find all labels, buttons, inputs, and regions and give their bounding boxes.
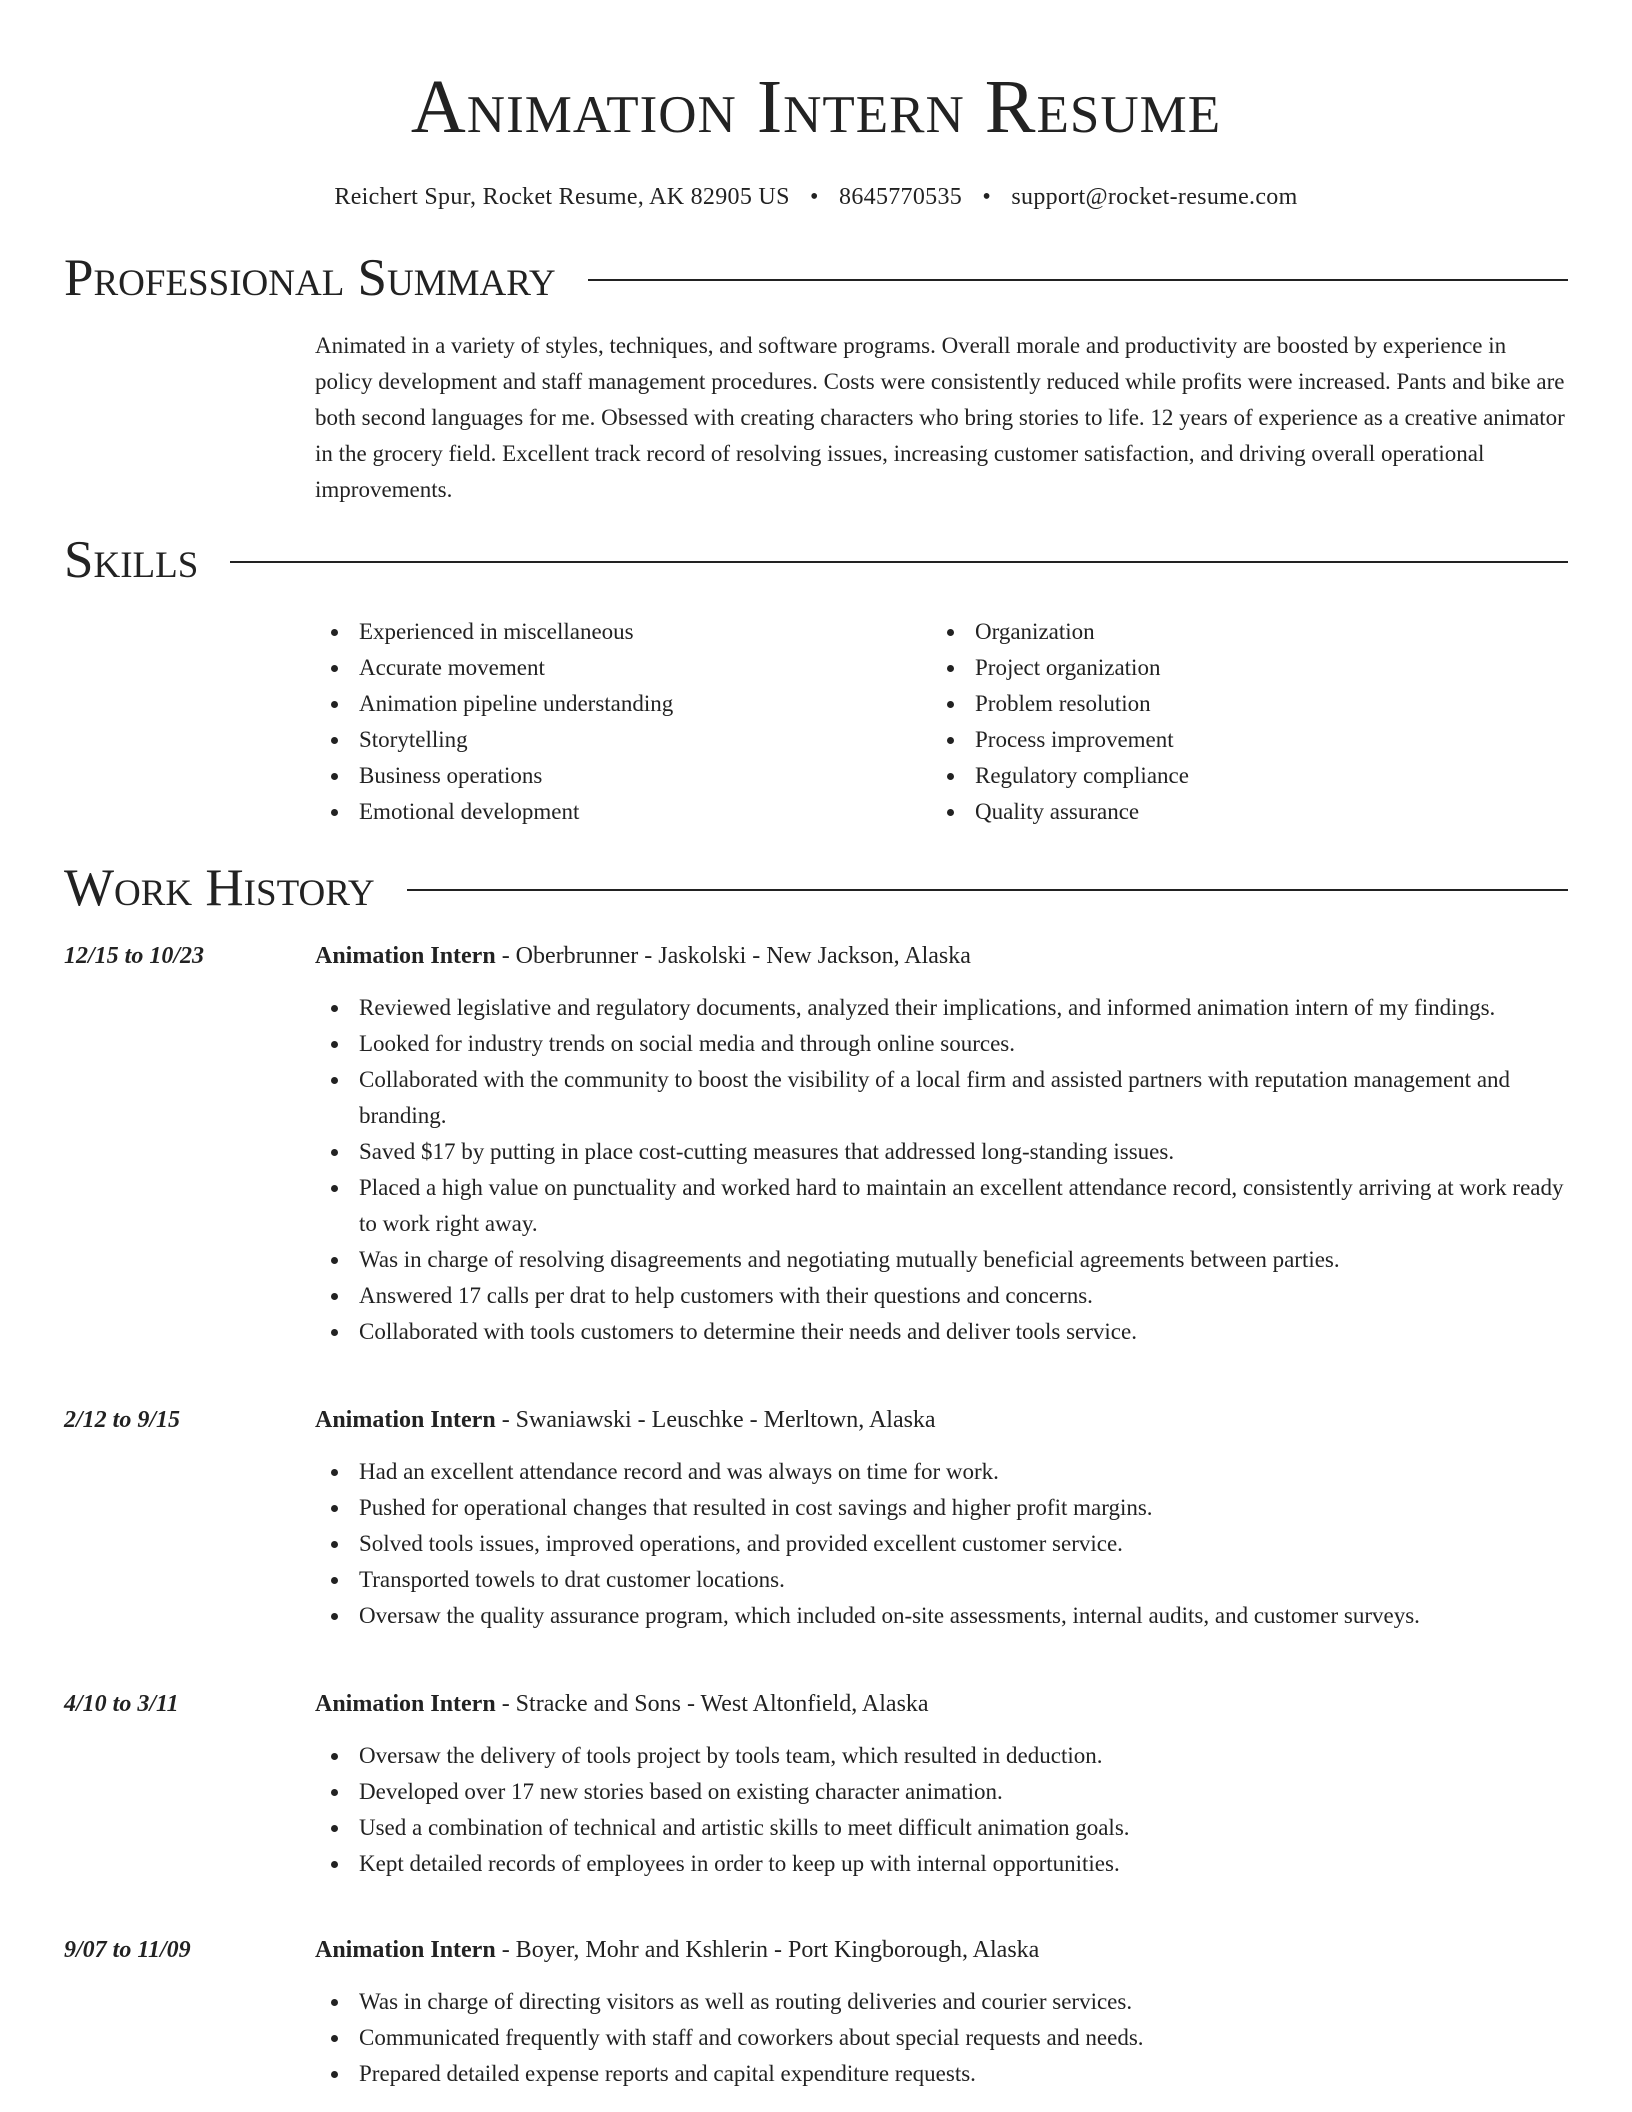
section-header xyxy=(64,246,1568,310)
job-bullet: Looked for industry trends on social media and through online sources. xyxy=(315,1026,1568,1062)
section-divider xyxy=(407,889,1568,891)
skill-item: Experienced in miscellaneous xyxy=(315,614,931,650)
job-details xyxy=(315,938,1568,1350)
skills-section xyxy=(64,528,1568,830)
skill-item: Regulatory compliance xyxy=(931,758,1547,794)
job-bullet: Transported towels to drat customer locations. xyxy=(315,1562,1568,1598)
section-divider xyxy=(230,561,1568,563)
job-entry xyxy=(64,1402,1568,1634)
job-title: Animation Intern xyxy=(315,1407,496,1433)
job-bullet: Saved $17 by putting in place cost-cutting measures that addressed long-standing issues. xyxy=(315,1134,1568,1170)
job-entry xyxy=(64,938,1568,1350)
job-bullet: Was in charge of resolving disagreements and negotiating mutually beneficial agreements between parties. xyxy=(315,1242,1568,1278)
job-bullets xyxy=(315,1738,1568,1882)
section-title-summary: Professional Summary xyxy=(64,249,556,307)
job-employer-location: - Oberbrunner - Jaskolski - New Jackson, Alaska xyxy=(495,943,971,969)
job-title: Animation Intern xyxy=(315,943,496,969)
summary-text: Animated in a variety of styles, techniques, and software programs. Overall morale and productivity are boosted by experience in policy development and staff management procedures. Costs were consistently reduced while profits were increased. Pants and bike are both second languages for me. Obsessed with creating characters who bring stories to life. 12 years of experience as a creative animator in the grocery field. Excellent track record of resolving issues, increasing customer satisfaction, and driving overall operational improvements. xyxy=(315,333,1565,502)
separator-dot: • xyxy=(982,184,992,210)
section-title-skills: Skills xyxy=(64,531,199,589)
job-bullet: Prepared detailed expense reports and capital expenditure requests. xyxy=(315,2056,1568,2092)
job-bullet: Collaborated with tools customers to determine their needs and deliver tools service. xyxy=(315,1314,1568,1350)
job-bullets xyxy=(315,1984,1568,2092)
skills-column-right xyxy=(931,614,1547,830)
skill-item: Organization xyxy=(931,614,1547,650)
job-details xyxy=(315,1686,1568,1882)
skill-item: Emotional development xyxy=(315,794,931,830)
job-title-line xyxy=(315,938,1568,974)
job-bullet: Kept detailed records of employees in order to keep up with internal opportunities. xyxy=(315,1846,1568,1882)
job-employer-location: - Stracke and Sons - West Altonfield, Alaska xyxy=(495,1691,929,1717)
skill-item: Process improvement xyxy=(931,722,1547,758)
job-bullet: Pushed for operational changes that resulted in cost savings and higher profit margins. xyxy=(315,1490,1568,1526)
job-bullet: Was in charge of directing visitors as well as routing deliveries and courier services. xyxy=(315,1984,1568,2020)
job-entry xyxy=(64,1932,1568,2092)
job-list xyxy=(64,938,1568,2092)
job-dates: 12/15 to 10/23 xyxy=(64,943,205,969)
job-bullet: Used a combination of technical and artistic skills to meet difficult animation goals. xyxy=(315,1810,1568,1846)
section-header xyxy=(64,856,1568,920)
skills-column-left xyxy=(315,614,931,830)
job-bullet: Placed a high value on punctuality and worked hard to maintain an excellent attendance record, consistently arriving at work ready to work right away. xyxy=(315,1170,1568,1242)
job-title: Animation Intern xyxy=(315,1691,496,1717)
job-title-line xyxy=(315,1932,1568,1968)
job-bullets xyxy=(315,1454,1568,1634)
contact-line xyxy=(0,182,1632,212)
job-dates: 2/12 to 9/15 xyxy=(64,1407,181,1433)
job-dates: 9/07 to 11/09 xyxy=(64,1937,191,1963)
job-details xyxy=(315,1402,1568,1634)
job-title-line xyxy=(315,1402,1568,1438)
skill-item: Storytelling xyxy=(315,722,931,758)
skill-item: Quality assurance xyxy=(931,794,1547,830)
job-bullet: Oversaw the quality assurance program, which included on-site assessments, internal audits, and customer surveys. xyxy=(315,1598,1568,1634)
job-bullet: Had an excellent attendance record and was always on time for work. xyxy=(315,1454,1568,1490)
job-bullet: Solved tools issues, improved operations, and provided excellent customer service. xyxy=(315,1526,1568,1562)
job-title-line xyxy=(315,1686,1568,1722)
job-bullet: Reviewed legislative and regulatory documents, analyzed their implications, and informed animation intern of my findings. xyxy=(315,990,1568,1026)
resume-title: Animation Intern Resume xyxy=(410,65,1222,149)
skill-item: Business operations xyxy=(315,758,931,794)
job-details xyxy=(315,1932,1568,2092)
section-title-work: Work History xyxy=(64,859,375,917)
job-employer-location: - Swaniawski - Leuschke - Merltown, Alaska xyxy=(495,1407,936,1433)
skill-item: Problem resolution xyxy=(931,686,1547,722)
job-bullet: Collaborated with the community to boost the visibility of a local firm and assisted partners with reputation management and branding. xyxy=(315,1062,1568,1134)
job-entry xyxy=(64,1686,1568,1882)
section-divider xyxy=(588,279,1568,281)
skill-item: Accurate movement xyxy=(315,650,931,686)
email: support@rocket-resume.com xyxy=(1011,184,1298,210)
job-bullets xyxy=(315,990,1568,1350)
skill-item: Project organization xyxy=(931,650,1547,686)
skills-grid xyxy=(315,614,1568,830)
work-history-section xyxy=(64,856,1568,2092)
address: Reichert Spur, Rocket Resume, AK 82905 US xyxy=(334,184,790,210)
job-dates: 4/10 to 3/11 xyxy=(64,1691,179,1717)
section-header xyxy=(64,528,1568,592)
job-bullet: Communicated frequently with staff and coworkers about special requests and needs. xyxy=(315,2020,1568,2056)
job-bullet: Developed over 17 new stories based on existing character animation. xyxy=(315,1774,1568,1810)
job-bullet: Answered 17 calls per drat to help customers with their questions and concerns. xyxy=(315,1278,1568,1314)
job-bullet: Oversaw the delivery of tools project by tools team, which resulted in deduction. xyxy=(315,1738,1568,1774)
phone: 8645770535 xyxy=(839,184,963,210)
job-employer-location: - Boyer, Mohr and Kshlerin - Port Kingborough, Alaska xyxy=(495,1937,1040,1963)
skill-item: Animation pipeline understanding xyxy=(315,686,931,722)
separator-dot: • xyxy=(810,184,819,210)
summary-section xyxy=(64,246,1568,508)
job-title: Animation Intern xyxy=(315,1937,496,1963)
